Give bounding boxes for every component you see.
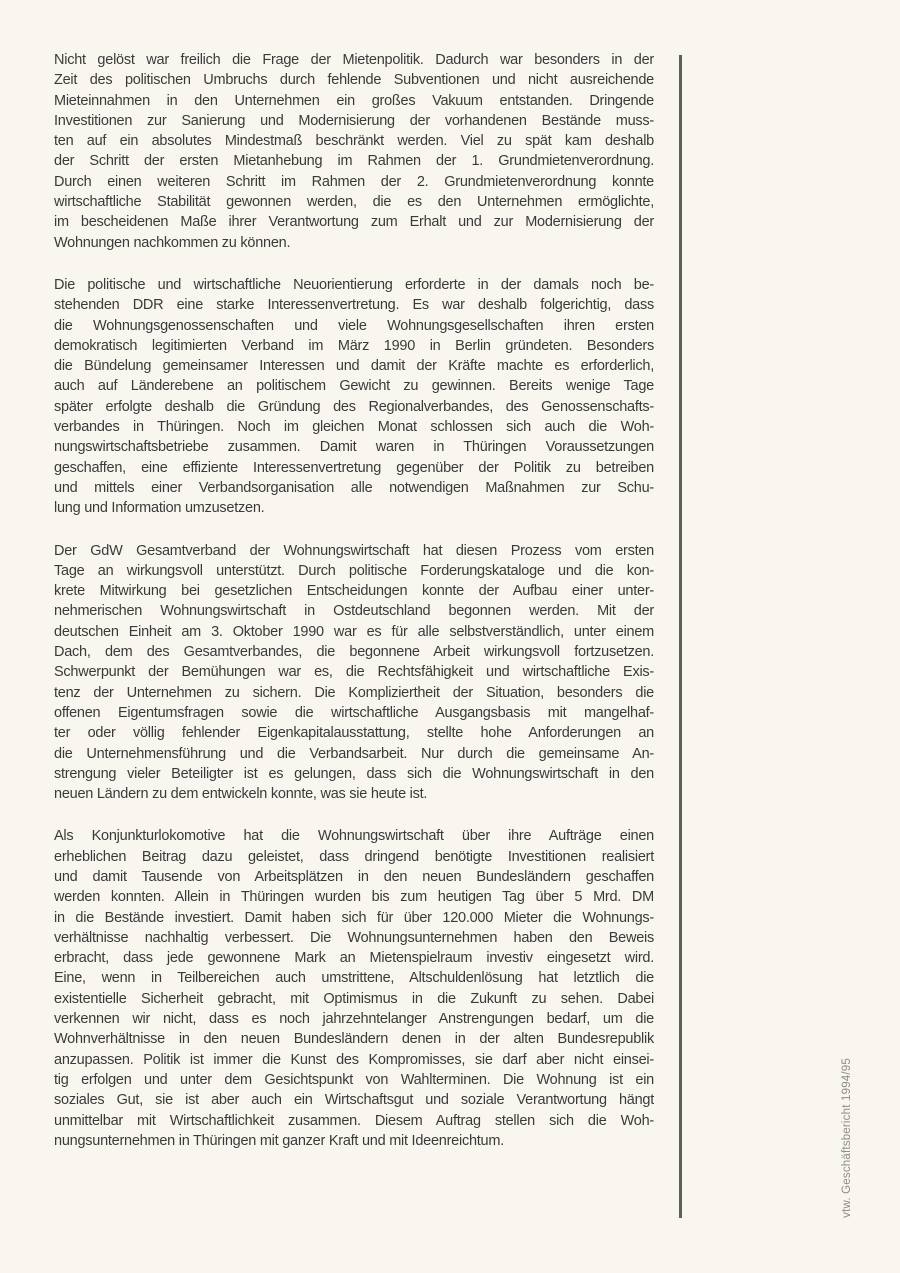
text-line: verkennen wir nicht, dass es noch jahrzehntelanger Anstrengungen bedarf, um die <box>54 1011 654 1028</box>
text-line: Die politische und wirtschaftliche Neuorientierung erforderte in der damals noch be- <box>54 276 654 293</box>
text-line: Nicht gelöst war freilich die Frage der Mietenpolitik. Dadurch war besonders in der <box>54 52 654 68</box>
text-line: erheblichen Beitrag dazu geleistet, dass dringend benötigte Investitionen realisiert <box>54 848 654 865</box>
text-line: lung und Information umzusetzen. <box>54 500 265 517</box>
text-line: Als Konjunkturlokomotive hat die Wohnungswirtschaft über ihre Aufträge einen <box>54 828 654 845</box>
text-line: neuen Ländern zu dem entwickeln konnte, was sie heute ist. <box>54 786 428 803</box>
text-line: anzupassen. Politik ist immer die Kunst des Kompromisses, sie darf aber nicht einsei- <box>54 1051 654 1068</box>
paragraph-gdw-gesamtverband <box>54 541 654 805</box>
text-line: nungsunternehmen in Thüringen mit ganzer Kraft und mit Ideenreichtum. <box>54 1132 504 1149</box>
text-line: demokratisch legitimierten Verband im März 1990 in Berlin gründeten. Besonders <box>54 337 654 354</box>
text-line: im bescheidenen Maße ihrer Verantwortung zum Erhalt und zur Modernisierung der <box>54 214 654 231</box>
text-line: verhältnisse nachhaltig verbessert. Die Wohnungsunternehmen haben den Beweis <box>54 929 654 946</box>
text-line: Wohnungen nachkommen zu können. <box>54 234 291 251</box>
text-line: Tage an wirkungsvoll unterstützt. Durch politische Forderungskataloge und die kon- <box>54 562 654 579</box>
text-line: wirtschaftliche Stabilität gewonnen werden, die es den Unternehmen ermöglichte, <box>54 194 654 211</box>
text-line: ten auf ein absolutes Mindestmaß beschränkt werden. Viel zu spät kam deshalb <box>54 133 654 150</box>
text-line: Eine, wenn in Teilbereichen auch umstrittene, Altschuldenlösung hat letztlich die <box>54 970 654 987</box>
text-line: strengung vieler Beteiligter ist es gelungen, dass sich die Wohnungswirtschaft in den <box>54 765 654 782</box>
text-line: die Bündelung gemeinsamer Interessen und damit der Kräfte machte es erforderlich, <box>54 358 654 375</box>
text-line: tenz der Unternehmen zu sichern. Die Kompliziertheit der Situation, besonders die <box>54 684 654 701</box>
text-line: Mieteinnahmen in den Unternehmen ein großes Vakuum entstanden. Dringende <box>54 92 654 109</box>
text-line: nehmerischen Wohnungswirtschaft in Ostdeutschland begonnen werden. Mit der <box>54 603 654 620</box>
text-line: deutschen Einheit am 3. Oktober 1990 war es für alle selbstverständlich, unter einem <box>54 623 654 640</box>
text-line: Investitionen zur Sanierung und Modernisierung der vorhandenen Bestände muss- <box>54 112 654 129</box>
text-line: Der GdW Gesamtverband der Wohnungswirtschaft hat diesen Prozess vom ersten <box>54 542 654 559</box>
paragraph-konjunkturlokomotive <box>54 826 654 1151</box>
text-line: stehenden DDR eine starke Interessenvertretung. Es war deshalb folgerichtig, dass <box>54 297 654 314</box>
paragraph-neuorientierung <box>54 275 654 519</box>
text-line: verbandes in Thüringen. Noch im gleichen Monat schlossen sich auch die Woh- <box>54 419 654 436</box>
paragraph-mietenpolitik <box>54 50 654 253</box>
text-line: tig erfolgen und unter dem Gesichtspunkt von Wahlterminen. Die Wohnung ist ein <box>54 1071 654 1088</box>
text-line: in die Bestände investiert. Damit haben sich für über 120.000 Mieter die Wohnungs- <box>54 909 654 926</box>
text-line: die Wohnungsgenossenschaften und viele Wohnungsgesellschaften ihren ersten <box>54 317 654 334</box>
text-line: krete Mitwirkung bei gesetzlichen Entscheidungen konnte der Aufbau einer unter- <box>54 583 654 600</box>
text-line: auch auf Länderebene an politischem Gewicht zu gewinnen. Bereits wenige Tage <box>54 378 654 395</box>
text-line: die Unternehmensführung und die Verbandsarbeit. Nur durch die gemeinsame An- <box>54 745 654 762</box>
text-line: werden konnten. Allein in Thüringen wurden bis zum heutigen Tag über 5 Mrd. DM <box>54 889 654 906</box>
text-line: Durch einen weiteren Schritt im Rahmen der 2. Grundmietenverordnung konnte <box>54 173 654 190</box>
text-line: der Schritt der ersten Mietanhebung im Rahmen der 1. Grundmietenverordnung. <box>54 153 654 170</box>
text-line: soziales Gut, sie ist aber auch ein Wirtschaftsgut und soziale Verantwortung hängt <box>54 1092 654 1109</box>
text-line: nungswirtschaftsbetriebe zusammen. Damit waren in Thüringen Voraussetzungen <box>54 439 654 456</box>
text-line: Dach, dem des Gesamtverbandes, die begonnene Arbeit wirkungsvoll fortzusetzen. <box>54 644 654 661</box>
text-line: Wohnverhältnisse in den neuen Bundesländern denen in der alten Bundesrepublik <box>54 1031 654 1048</box>
text-line: ter oder völlig fehlender Eigenkapitalausstattung, stellte hohe Anforderungen an <box>54 725 654 742</box>
text-line: und damit Tausende von Arbeitsplätzen in den neuen Bundesländern geschaffen <box>54 868 654 885</box>
text-line: und mittels einer Verbandsorganisation alle notwendigen Maßnahmen zur Schu- <box>54 479 654 496</box>
body-text <box>54 50 654 1151</box>
text-line: Zeit des politischen Umbruchs durch fehlende Subventionen und nicht ausreichende <box>54 72 654 89</box>
text-line: später erfolgte deshalb die Gründung des Regionalverbandes, des Genossenschafts- <box>54 398 654 415</box>
spine-caption: vtw. Geschäftsbericht 1994/95 <box>841 1058 853 1218</box>
text-line: offenen Eigentumsfragen sowie die wirtschaftliche Ausgangsbasis mit mangelhaf- <box>54 704 654 721</box>
text-line: geschaffen, eine effiziente Interessenvertretung gegenüber der Politik zu betreiben <box>54 459 654 476</box>
text-line: unmittelbar mit Wirtschaftlichkeit zusammen. Diesem Auftrag stellen sich die Woh- <box>54 1112 654 1129</box>
vertical-divider-rule <box>679 55 682 1218</box>
text-line: Schwerpunkt der Bemühungen war es, die Rechtsfähigkeit und wirtschaftliche Exis- <box>54 664 654 681</box>
text-line: existentielle Sicherheit gebracht, mit Optimismus in die Zukunft zu sehen. Dabei <box>54 990 654 1007</box>
text-line: erbracht, dass jede gewonnene Mark an Mietenspielraum investiv eingesetzt wird. <box>54 950 654 967</box>
